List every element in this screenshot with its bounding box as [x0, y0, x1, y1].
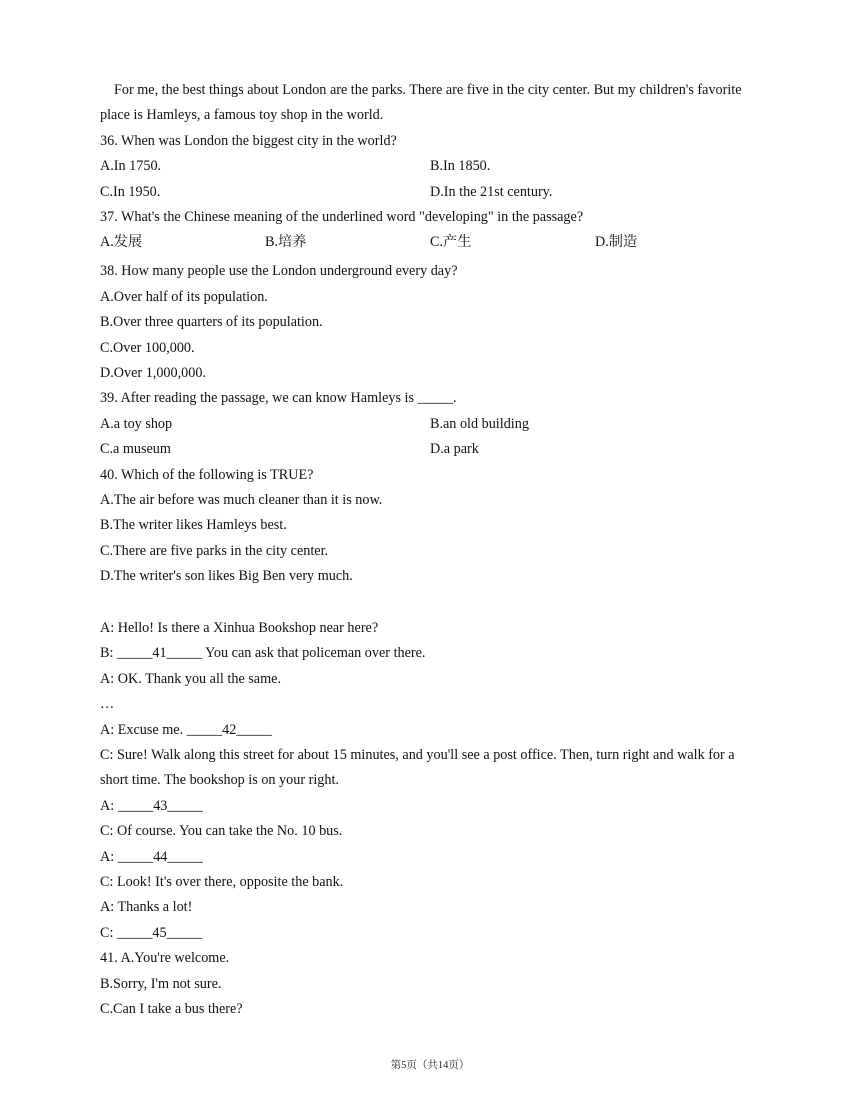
question-39-stem: 39. After reading the passage, we can know Hamleys is _____.	[100, 390, 457, 407]
option-37-d: D.制造	[595, 234, 638, 251]
option-36-d: D.In the 21st century.	[430, 183, 553, 200]
dialogue-line: A: _____43_____	[100, 797, 203, 814]
passage-paragraph: For me, the best things about London are the parks. There are five in the city center. But my children's favorite place is Hamleys, a famous toy shop in the world.	[100, 82, 742, 124]
option-40-c: C.There are five parks in the city center.	[100, 542, 329, 559]
option-38-d: D.Over 1,000,000.	[100, 364, 206, 381]
dialogue-line: A: Excuse me. _____42_____	[100, 721, 272, 738]
option-36-a: A.In 1750.	[100, 158, 162, 175]
option-40-d: D.The writer's son likes Big Ben very much.	[100, 568, 353, 585]
dialogue-line: C: Of course. You can take the No. 10 bus.	[100, 823, 343, 840]
question-37-options	[100, 230, 760, 259]
dialogue-line: A: Thanks a lot!	[100, 899, 193, 916]
dialogue-line: A: OK. Thank you all the same.	[100, 670, 281, 687]
page-content	[100, 78, 760, 1022]
dialogue-line: C: Sure! Walk along this street for about 15 minutes, and you'll see a post office. Then, turn right and walk for a short time. The bookshop is on your right.	[100, 747, 735, 789]
option-39-a: A.a toy shop	[100, 415, 173, 432]
option-40-b: B.The writer likes Hamleys best.	[100, 517, 287, 534]
option-37-a: A.发展	[100, 234, 143, 251]
option-41-c: C.Can I take a bus there?	[100, 1000, 243, 1017]
option-39-b: B.an old building	[430, 415, 529, 432]
option-40-a: A.The air before was much cleaner than it is now.	[100, 491, 383, 508]
page-number-footer: 第5页（共14页）	[390, 1060, 470, 1071]
question-38-stem: 38. How many people use the London underground every day?	[100, 263, 458, 280]
question-36-options-row-2	[100, 180, 760, 205]
dialogue-line: B: _____41_____ You can ask that policeman over there.	[100, 645, 426, 662]
dialogue-line: A: _____44_____	[100, 848, 203, 865]
question-36-options-row-1	[100, 154, 760, 179]
option-41-a: 41. A.You're welcome.	[100, 950, 230, 967]
question-39-options-row-1	[100, 412, 760, 437]
option-38-c: C.Over 100,000.	[100, 339, 195, 356]
option-36-c: C.In 1950.	[100, 183, 161, 200]
option-36-b: B.In 1850.	[430, 158, 491, 175]
section-gap	[100, 589, 760, 616]
question-37-stem: 37. What's the Chinese meaning of the underlined word "developing" in the passage?	[100, 208, 584, 225]
option-41-b: B.Sorry, I'm not sure.	[100, 975, 222, 992]
dialogue-line: C: _____45_____	[100, 924, 203, 941]
dialogue-line: C: Look! It's over there, opposite the bank.	[100, 873, 344, 890]
option-39-c: C.a museum	[100, 441, 171, 458]
dialogue-ellipsis: …	[100, 696, 115, 713]
question-40-stem: 40. Which of the following is TRUE?	[100, 466, 314, 483]
option-37-b: B.培养	[265, 234, 307, 251]
question-36-stem: 36. When was London the biggest city in the world?	[100, 132, 397, 149]
question-39-options-row-2	[100, 437, 760, 462]
option-38-b: B.Over three quarters of its population.	[100, 314, 323, 331]
option-38-a: A.Over half of its population.	[100, 288, 268, 305]
option-37-c: C.产生	[430, 234, 472, 251]
option-39-d: D.a park	[430, 441, 479, 458]
dialogue-line: A: Hello! Is there a Xinhua Bookshop near here?	[100, 620, 379, 637]
